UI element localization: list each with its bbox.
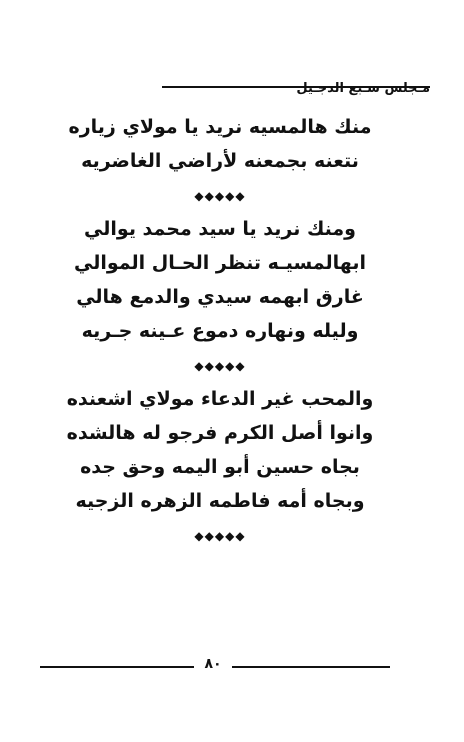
diamond-separator: ◆◆◆◆◆ bbox=[194, 189, 246, 203]
poem-line: غارق ابهمه سيدي والدمع هالي bbox=[76, 286, 364, 308]
poem-line: بجاه حسين أبو اليمه وحق جده bbox=[80, 456, 360, 478]
poem-body bbox=[40, 113, 400, 555]
poem-line: ومنك نريد يا سيد محمد يوالي bbox=[84, 218, 356, 240]
diamond-separator: ◆◆◆◆◆ bbox=[194, 359, 246, 373]
poem-line: ابهالمسيـه تنظر الحـال الموالي bbox=[74, 252, 366, 274]
footer-rule-right bbox=[232, 666, 390, 668]
poem-line: والمحب غير الدعاء مولاي اشعنده bbox=[66, 388, 374, 410]
page-number: ٨٠ bbox=[204, 656, 222, 672]
poem-line: وليله ونهاره دموع عـينه جـريه bbox=[81, 320, 359, 342]
poem-line: وبجاه أمه فاطمه الزهره الزجيه bbox=[75, 490, 365, 512]
footer-rule-left bbox=[40, 666, 194, 668]
poem-line: منك هالمسيه نريد يا مولاي زياره bbox=[68, 116, 372, 138]
running-header bbox=[24, 78, 430, 98]
running-header-title: مـجلس سـبع الدجـيل bbox=[296, 80, 430, 96]
diamond-separator: ◆◆◆◆◆ bbox=[194, 529, 246, 543]
poem-line: وانوا أصل الكرم فرجو له هالشده bbox=[66, 422, 374, 444]
poem-line: نتعنه بجمعنه لأراضي الغاضريه bbox=[81, 150, 359, 172]
